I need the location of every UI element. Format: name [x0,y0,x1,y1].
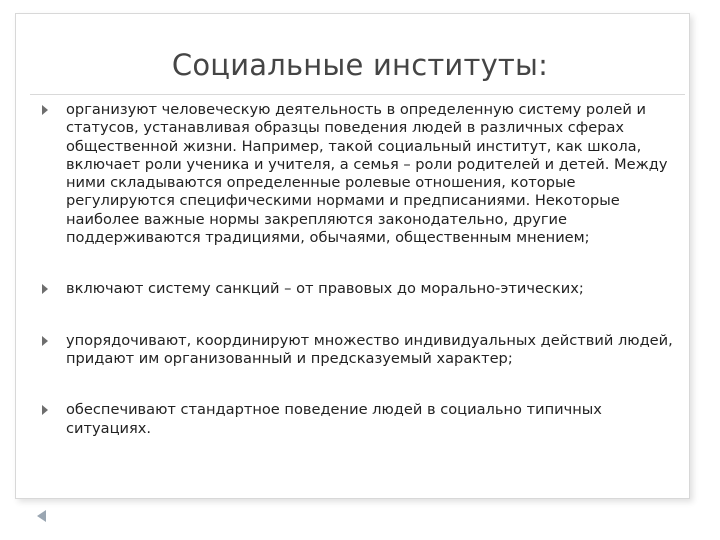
bullet-item [40,401,680,438]
triangle-left-icon[interactable] [37,510,46,522]
bullet-text: обеспечивают стандартное поведение людей в социально типичных ситуациях. [66,401,602,437]
arrow-right-icon [42,405,48,415]
bullet-text: организуют человеческую деятельность в определенную систему ролей и статусов, устанавливая образцы поведения людей в различных сферах общественной жизни. Например, такой социальный институт, как школа, включает роли ученика и учителя, а семья – роли родителей и детей. Между ними складываются определенные ролевые отношения, которые регулируются специфическими нормами и предписаниями. Некоторые наиболее важные нормы закрепляются законодательно, другие поддерживаются традициями, обычаями, общественным мнением; [66,101,668,247]
arrow-right-icon [42,336,48,346]
bullet-item [40,332,680,369]
slide-title: Социальные институты: [171,48,549,82]
bullet-text: упорядочивают, координируют множество индивидуальных действий людей, придают им организованный и предсказуемый характер; [66,331,673,367]
bullet-text: включают систему санкций – от правовых до морально-этических; [66,280,584,298]
bullet-list [40,101,680,438]
bullet-item [40,101,680,247]
bullet-item [40,280,680,298]
arrow-right-icon [42,105,48,115]
arrow-right-icon [42,284,48,294]
title-divider [30,94,685,95]
